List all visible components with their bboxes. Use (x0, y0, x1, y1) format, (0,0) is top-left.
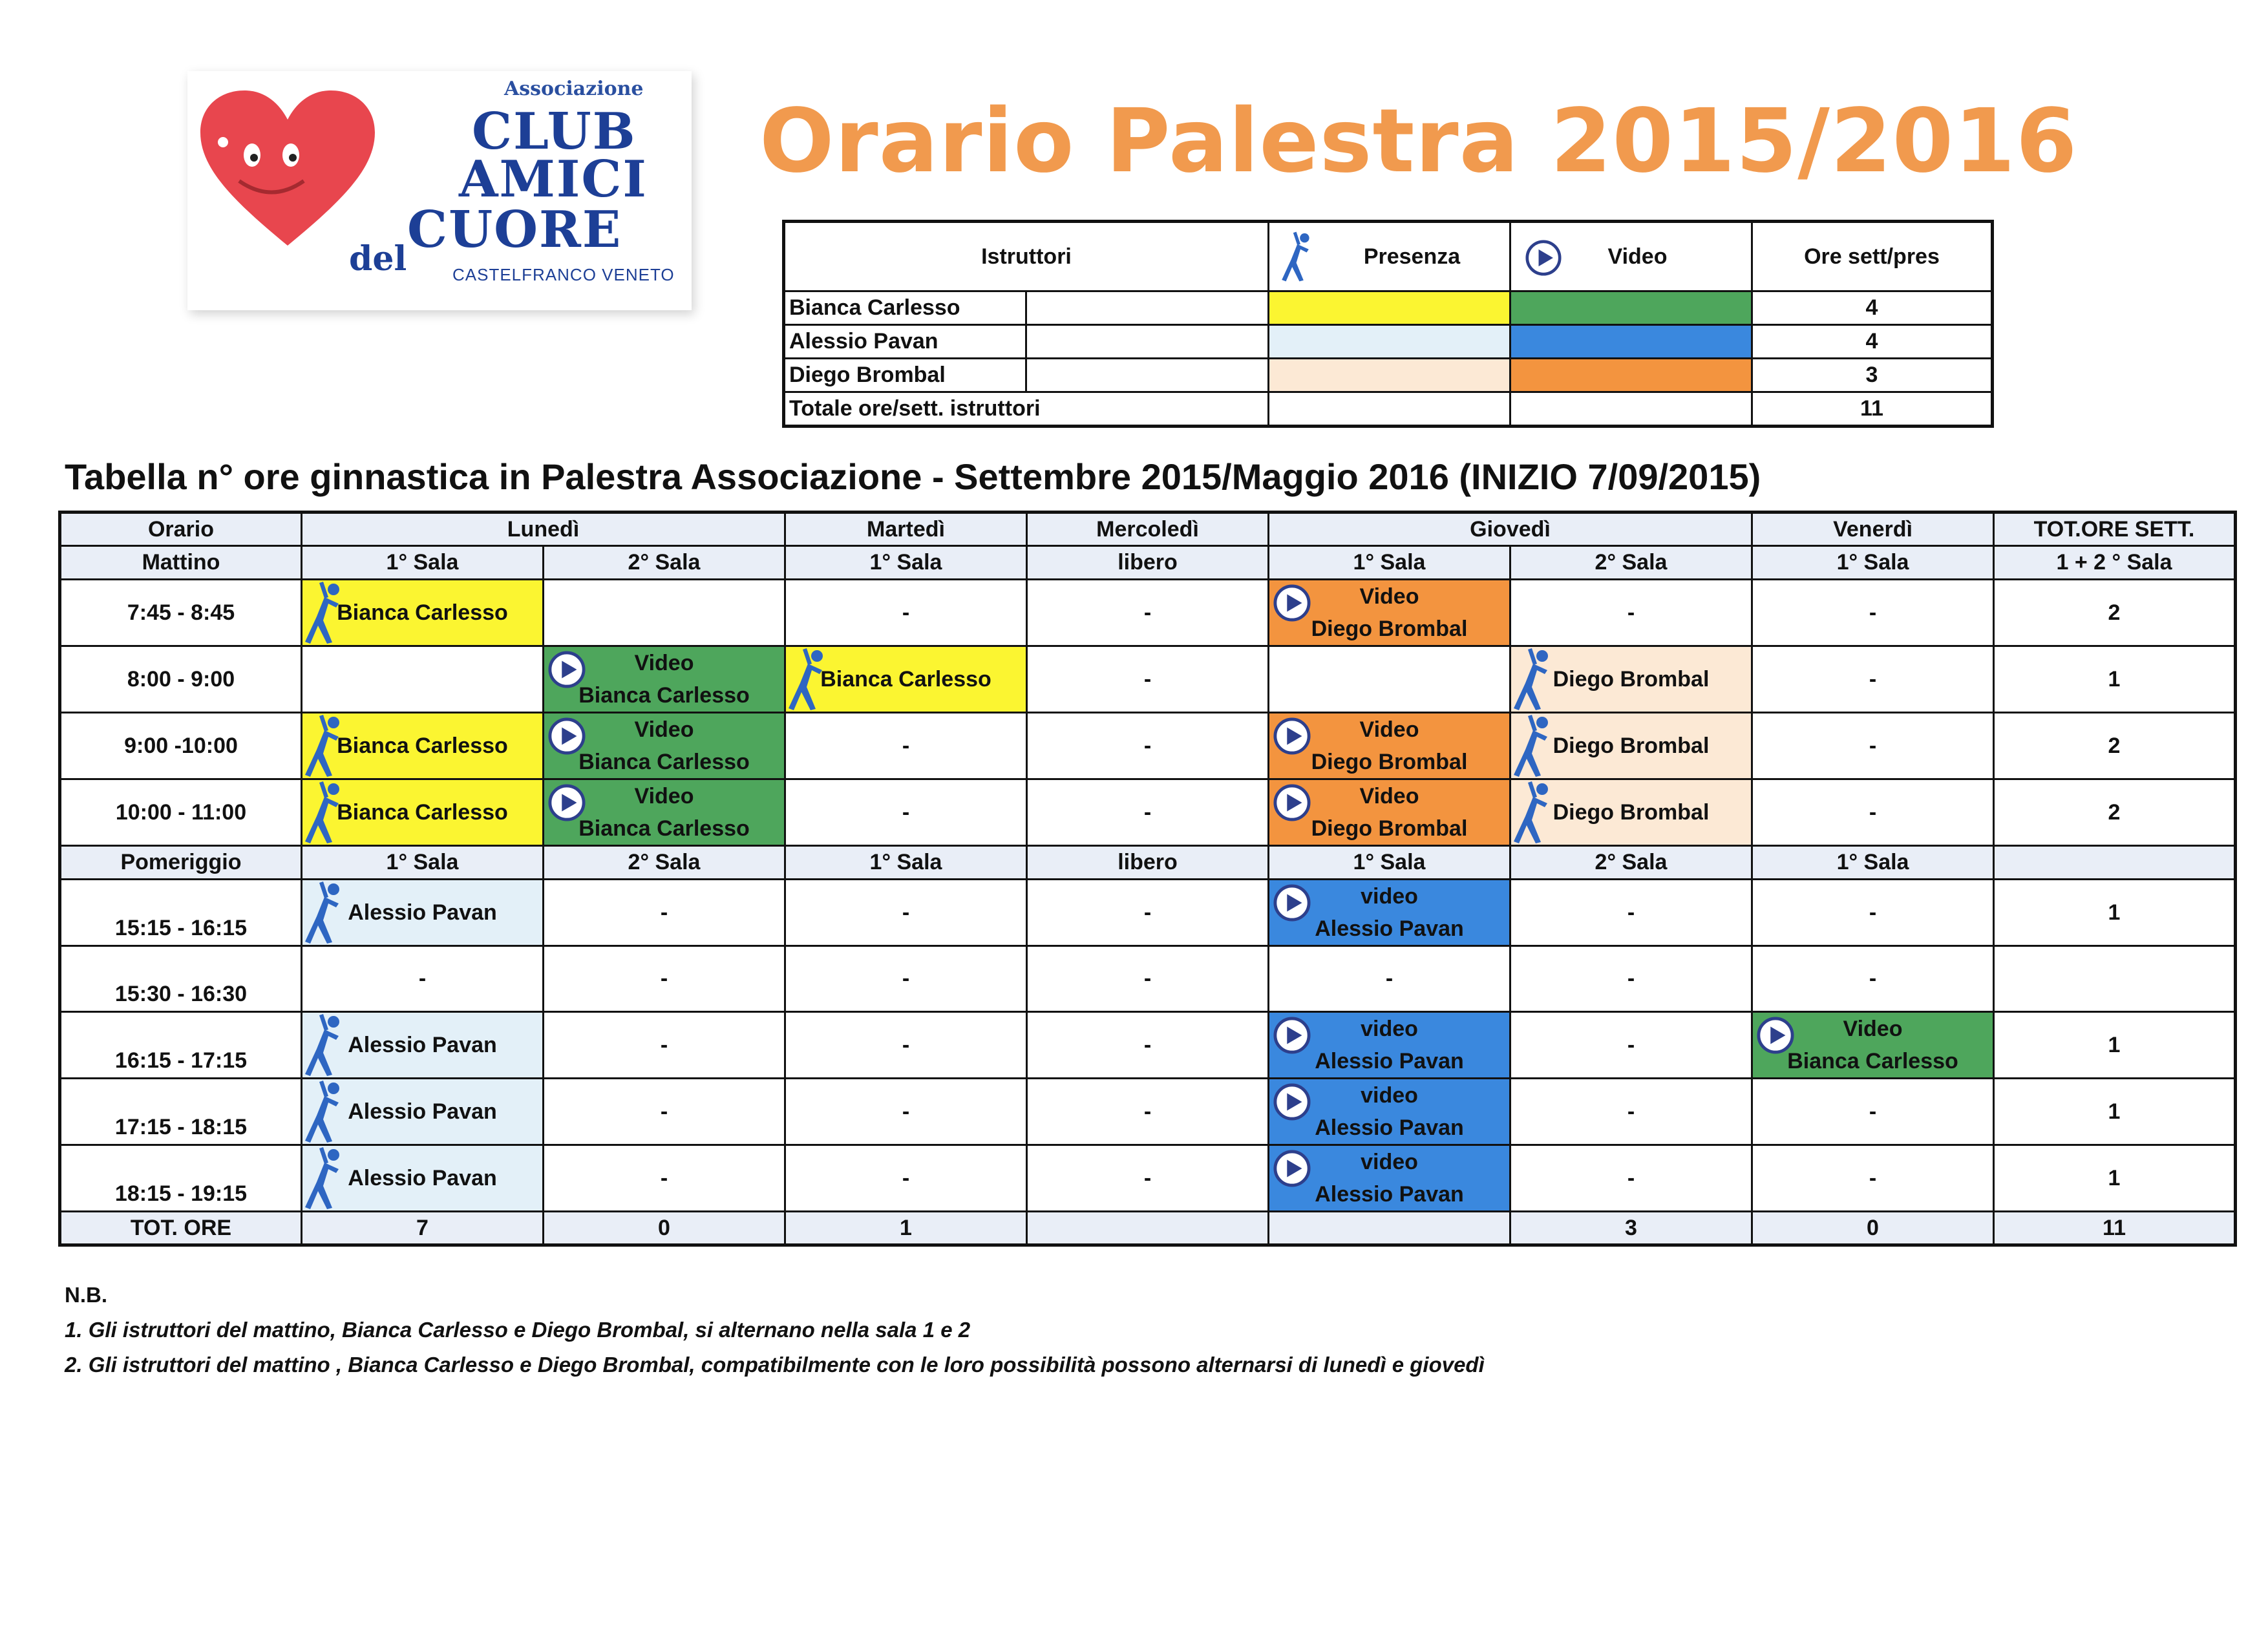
footer-label: TOT. ORE (60, 1212, 302, 1245)
time-label: 17:15 - 18:15 (114, 1115, 248, 1139)
dash-cell: - (1510, 1145, 1752, 1212)
day-header-lunedi: Lunedì (302, 512, 785, 546)
session-type: Video (634, 651, 694, 675)
footer-total (1269, 1212, 1510, 1245)
legend-header-presenza (1269, 222, 1510, 291)
session-video-diego (1269, 779, 1510, 846)
dash-cell: - (1027, 1079, 1269, 1145)
session-type: Video (1359, 584, 1419, 609)
dash-cell: - (1027, 1145, 1269, 1212)
dash-cell: - (785, 779, 1027, 846)
day-header-venerdi: Venerdì (1752, 512, 1994, 546)
legend-row-name: Diego Brombal (784, 359, 1026, 392)
week-total-cell: 2 (1994, 779, 2236, 846)
instructor-name: Diego Brombal (1553, 733, 1710, 758)
session-presenza-alessio (302, 1145, 544, 1212)
dash-cell: - (785, 1145, 1027, 1212)
session-presenza-diego (1510, 646, 1752, 713)
time-cell (60, 946, 302, 1012)
time-cell (60, 1079, 302, 1145)
instructor-name: Bianca Carlesso (578, 750, 750, 774)
time-cell (60, 1145, 302, 1212)
exercise-figure-icon (786, 647, 831, 712)
dash-cell: - (1752, 646, 1994, 713)
heart-logo-icon (194, 84, 381, 252)
legend-presenza-label: Presenza (1363, 244, 1461, 269)
dash-cell: - (1269, 946, 1510, 1012)
exercise-figure-icon (1511, 780, 1556, 845)
room-header: 1° Sala (785, 846, 1027, 880)
legend-total-blank (1510, 392, 1752, 427)
instructor-name: Alessio Pavan (1315, 916, 1464, 941)
instructor-name: Bianca Carlesso (578, 816, 750, 841)
exercise-figure-icon (302, 1013, 348, 1077)
logo-association-text: Associazione (504, 78, 644, 100)
dash-cell: - (1752, 946, 1994, 1012)
dash-cell: - (785, 713, 1027, 779)
session-presenza-bianca (785, 646, 1027, 713)
session-header-mattino: Mattino (60, 546, 302, 580)
footer-total: 1 (785, 1212, 1027, 1245)
legend-swatch-alessio-video (1510, 325, 1752, 359)
time-cell: 9:00 -10:00 (60, 713, 302, 779)
room-header: 2° Sala (1510, 546, 1752, 580)
dash-cell: - (785, 580, 1027, 646)
logo-amici-text: AMICI (459, 150, 648, 209)
dash-cell: - (1027, 1012, 1269, 1079)
dash-cell: - (1510, 1012, 1752, 1079)
dash-cell: - (1510, 880, 1752, 946)
logo-cuore-text: CUORE (407, 200, 622, 259)
dash-cell: - (1027, 946, 1269, 1012)
legend-total-label: Totale ore/sett. istruttori (784, 392, 1269, 427)
exercise-figure-icon (302, 580, 348, 645)
time-cell: 7:45 - 8:45 (60, 580, 302, 646)
session-video-bianca (544, 779, 785, 846)
play-video-icon (1757, 1017, 1794, 1054)
session-header-pomeriggio: Pomeriggio (60, 846, 302, 880)
time-cell: 10:00 - 11:00 (60, 779, 302, 846)
session-video-alessio (1269, 1079, 1510, 1145)
legend-swatch-diego-presenza (1269, 359, 1510, 392)
legend-header-istruttori: Istruttori (784, 222, 1269, 291)
exercise-figure-icon (1280, 231, 1316, 282)
room-header: 1° Sala (1752, 846, 1994, 880)
room-header: 1° Sala (302, 546, 544, 580)
session-presenza-diego (1510, 779, 1752, 846)
instructor-name: Alessio Pavan (348, 1032, 497, 1057)
exercise-figure-icon (1511, 713, 1556, 778)
legend-swatch-bianca-video (1510, 291, 1752, 325)
instructor-name: Bianca Carlesso (337, 799, 508, 825)
footer-total: 0 (1752, 1212, 1994, 1245)
dash-cell: - (1027, 713, 1269, 779)
dash-cell: - (1752, 779, 1994, 846)
dash-cell: - (1752, 880, 1994, 946)
note-2: 2. Gli istruttori del mattino , Bianca Carlesso e Diego Brombal, compatibilmente con le loro possibilità possono alternarsi di lunedì e giovedì (65, 1353, 1485, 1377)
session-presenza-alessio (302, 880, 544, 946)
room-header: libero (1027, 546, 1269, 580)
time-label: 15:15 - 16:15 (114, 916, 248, 940)
footer-total: 11 (1994, 1212, 2236, 1245)
dash-cell: - (785, 1012, 1027, 1079)
instructor-name: Alessio Pavan (1315, 1182, 1464, 1207)
dash-cell: - (1027, 880, 1269, 946)
day-header-giovedi: Giovedì (1269, 512, 1752, 546)
session-presenza-bianca (302, 779, 544, 846)
legend-header-video (1510, 222, 1752, 291)
dash-cell: - (1752, 713, 1994, 779)
room-header: 1° Sala (1752, 546, 1994, 580)
dash-cell: - (785, 946, 1027, 1012)
instructor-name: Alessio Pavan (1315, 1115, 1464, 1140)
exercise-figure-icon (302, 1079, 348, 1144)
time-cell (60, 880, 302, 946)
room-header: 2° Sala (544, 546, 785, 580)
instructor-name: Alessio Pavan (348, 900, 497, 925)
session-type: Video (1843, 1017, 1903, 1041)
dash-cell: - (544, 946, 785, 1012)
dash-cell: - (1752, 1145, 1994, 1212)
instructor-name: Bianca Carlesso (337, 733, 508, 758)
instructor-name: Diego Brombal (1311, 617, 1468, 641)
week-total-cell: 1 (1994, 646, 2236, 713)
week-total-cell: 1 (1994, 1012, 2236, 1079)
dash-cell: - (785, 1079, 1027, 1145)
week-total-cell: 1 (1994, 880, 2236, 946)
logo-club-text: CLUB (472, 102, 637, 161)
session-type: video (1361, 1083, 1418, 1108)
legend-row-blank (1026, 359, 1269, 392)
room-header: libero (1027, 846, 1269, 880)
session-video-alessio (1269, 1012, 1510, 1079)
session-type: video (1361, 1017, 1418, 1041)
session-type: Video (1359, 784, 1419, 808)
empty-cell (544, 580, 785, 646)
session-presenza-diego (1510, 713, 1752, 779)
dash-cell: - (544, 1145, 785, 1212)
legend-row-blank (1026, 291, 1269, 325)
session-video-diego (1269, 713, 1510, 779)
dash-cell: - (1510, 1079, 1752, 1145)
time-label: 18:15 - 19:15 (114, 1181, 248, 1206)
dash-cell: - (544, 1079, 785, 1145)
dash-cell: - (1027, 580, 1269, 646)
legend-row-hours: 4 (1752, 325, 1993, 359)
instructor-name: Alessio Pavan (348, 1099, 497, 1124)
time-cell (60, 1012, 302, 1079)
notes-title: N.B. (65, 1283, 107, 1307)
room-header (1994, 846, 2236, 880)
legend-row-blank (1026, 325, 1269, 359)
instructor-name: Alessio Pavan (1315, 1049, 1464, 1073)
instructor-name: Diego Brombal (1553, 799, 1710, 825)
instructor-name: Diego Brombal (1553, 666, 1710, 692)
time-label: 15:30 - 16:30 (114, 982, 248, 1006)
footer-total: 7 (302, 1212, 544, 1245)
play-video-icon (548, 784, 586, 821)
play-video-icon (1273, 717, 1311, 755)
session-type: Video (1359, 717, 1419, 742)
week-total-cell: 1 (1994, 1145, 2236, 1212)
schedule-title: Tabella n° ore ginnastica in Palestra Associazione - Settembre 2015/Maggio 2016 (INIZIO 7/09/2015) (65, 456, 1761, 497)
session-video-alessio (1269, 1145, 1510, 1212)
legend-header-ore: Ore sett/pres (1752, 222, 1993, 291)
instructor-name: Bianca Carlesso (1787, 1049, 1958, 1073)
dash-cell: - (1027, 646, 1269, 713)
instructor-name: Alessio Pavan (348, 1165, 497, 1190)
legend-swatch-bianca-presenza (1269, 291, 1510, 325)
legend-swatch-alessio-presenza (1269, 325, 1510, 359)
logo-city-text: CASTELFRANCO VENETO (452, 265, 675, 284)
logo-del-text: del (349, 239, 407, 279)
legend-total-blank (1269, 392, 1510, 427)
footer-total (1027, 1212, 1269, 1245)
session-video-diego (1269, 580, 1510, 646)
play-video-icon (1273, 1150, 1311, 1187)
room-header: 1° Sala (302, 846, 544, 880)
room-header: 2° Sala (544, 846, 785, 880)
exercise-figure-icon (1511, 647, 1556, 712)
legend-row-hours: 4 (1752, 291, 1993, 325)
dash-cell: - (1027, 779, 1269, 846)
room-header: 1° Sala (1269, 546, 1510, 580)
exercise-figure-icon (302, 713, 348, 778)
logo (187, 71, 692, 310)
legend-row-name: Bianca Carlesso (784, 291, 1026, 325)
dash-cell: - (1752, 1079, 1994, 1145)
play-video-icon (1273, 1083, 1311, 1121)
play-video-icon (548, 717, 586, 755)
week-total-cell (1994, 946, 2236, 1012)
empty-cell (302, 646, 544, 713)
day-header-mercoledi: Mercoledì (1027, 512, 1269, 546)
instructors-legend-table (782, 220, 1994, 428)
legend-row-hours: 3 (1752, 359, 1993, 392)
dash-cell: - (1510, 580, 1752, 646)
dash-cell: - (544, 880, 785, 946)
play-video-icon (548, 651, 586, 688)
exercise-figure-icon (302, 880, 348, 945)
legend-row-name: Alessio Pavan (784, 325, 1026, 359)
dash-cell: - (1510, 946, 1752, 1012)
session-type: Video (634, 717, 694, 742)
play-video-icon (1273, 1017, 1311, 1054)
instructor-name: Bianca Carlesso (578, 683, 750, 708)
session-presenza-bianca (302, 713, 544, 779)
dash-cell: - (544, 1012, 785, 1079)
session-type: video (1361, 1150, 1418, 1174)
empty-cell (1269, 646, 1510, 713)
room-header: 2° Sala (1510, 846, 1752, 880)
session-video-bianca (544, 646, 785, 713)
week-total-cell: 2 (1994, 713, 2236, 779)
session-type: video (1361, 884, 1418, 909)
play-video-icon (1273, 584, 1311, 622)
room-header: 1° Sala (785, 546, 1027, 580)
day-header-totale: TOT.ORE SETT. (1994, 512, 2236, 546)
legend-video-label: Video (1607, 244, 1668, 269)
room-header: 1° Sala (1269, 846, 1510, 880)
legend-total-hours: 11 (1752, 392, 1993, 427)
dash-cell: - (302, 946, 544, 1012)
instructor-name: Bianca Carlesso (337, 600, 508, 625)
week-total-cell: 2 (1994, 580, 2236, 646)
play-video-icon (1273, 884, 1311, 922)
session-video-alessio (1269, 880, 1510, 946)
footer-total: 0 (544, 1212, 785, 1245)
session-presenza-bianca (302, 580, 544, 646)
page-title: Orario Palestra 2015/2016 (759, 90, 2078, 193)
week-total-cell: 1 (1994, 1079, 2236, 1145)
time-label: 16:15 - 17:15 (114, 1048, 248, 1073)
exercise-figure-icon (302, 1146, 348, 1210)
play-video-icon (1273, 784, 1311, 821)
legend-swatch-diego-video (1510, 359, 1752, 392)
exercise-figure-icon (302, 780, 348, 845)
session-video-bianca (544, 713, 785, 779)
time-cell: 8:00 - 9:00 (60, 646, 302, 713)
dash-cell: - (785, 880, 1027, 946)
session-presenza-alessio (302, 1012, 544, 1079)
session-presenza-alessio (302, 1079, 544, 1145)
day-header-orario: Orario (60, 512, 302, 546)
dash-cell: - (1752, 580, 1994, 646)
instructor-name: Bianca Carlesso (820, 666, 991, 692)
play-video-icon (1525, 240, 1562, 276)
session-video-bianca (1752, 1012, 1994, 1079)
notes-section (65, 1283, 1485, 1377)
day-header-martedi: Martedì (785, 512, 1027, 546)
instructor-name: Diego Brombal (1311, 750, 1468, 774)
room-header: 1 + 2 ° Sala (1994, 546, 2236, 580)
schedule-table (58, 511, 2237, 1247)
session-type: Video (634, 784, 694, 808)
instructor-name: Diego Brombal (1311, 816, 1468, 841)
note-1: 1. Gli istruttori del mattino, Bianca Carlesso e Diego Brombal, si alternano nella sala 1 e 2 (65, 1318, 971, 1342)
footer-total: 3 (1510, 1212, 1752, 1245)
